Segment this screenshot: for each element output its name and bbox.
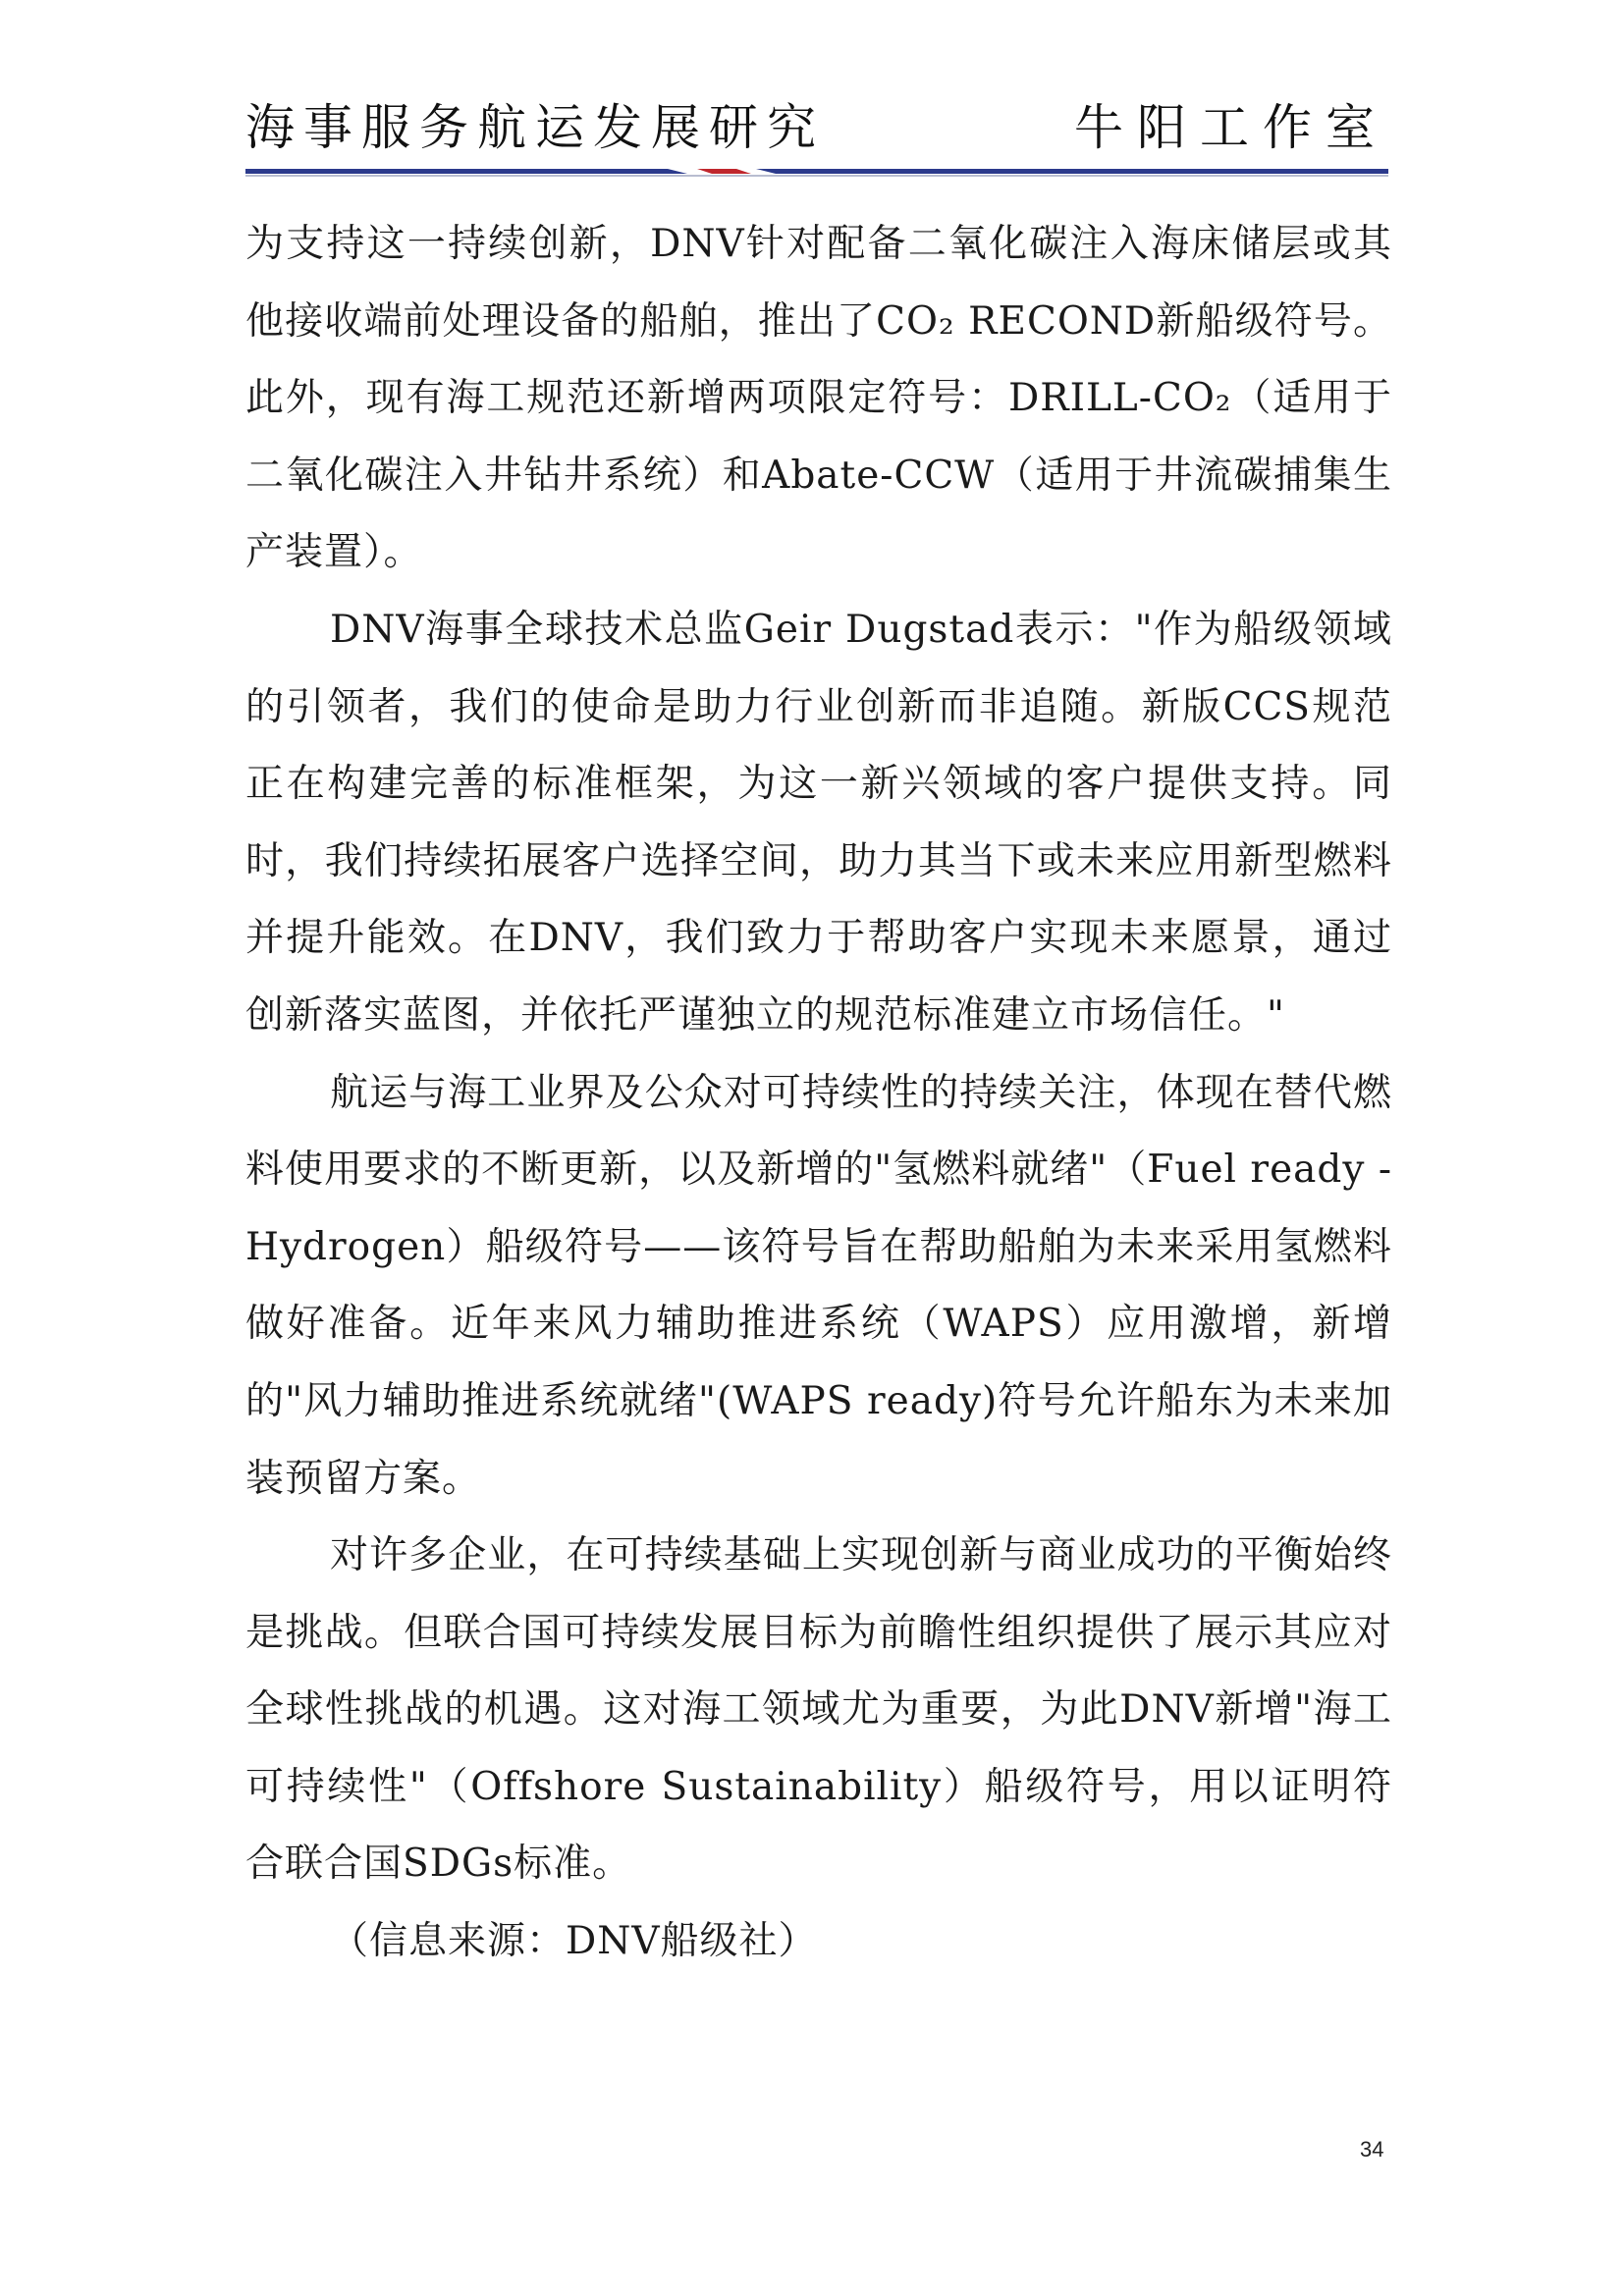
journal-title: 海事服务航运发展研究 — [245, 99, 825, 156]
header-divider — [245, 167, 1388, 179]
page-header — [245, 96, 1388, 159]
paragraph-1: 为支持这一持续创新，DNV针对配备二氧化碳注入海床储层或其他接收端前处理设备的船舶，推出了CO₂ RECOND新船级符号。此外，现有海工规范还新增两项限定符号：DRILL-CO₂（适用于二氧化碳注入井钻井系统）和Abate-CCW（适用于井流碳捕集生产装置）。 — [245, 222, 1392, 575]
article-body — [245, 206, 1392, 1981]
paragraph-4: 对许多企业，在可持续基础上实现创新与商业成功的平衡始终是挑战。但联合国可持续发展目标为前瞻性组织提供了展示其应对全球性挑战的机遇。这对海工领域尤为重要，为此DNV新增"海工可持续性"（Offshore Sustainability）船级符号，用以证明符合联合国SDGs标准。 — [245, 1533, 1392, 1887]
paragraph-2: DNV海事全球技术总监Geir Dugstad表示："作为船级领域的引领者，我们的使命是助力行业创新而非追随。新版CCS规范正在构建完善的标准框架，为这一新兴领域的客户提供支持。同时，我们持续拓展客户选择空间，助力其当下或未来应用新型燃料并提升能效。在DNV，我们致力于帮助客户实现未来愿景，通过创新落实蓝图，并依托严谨独立的规范标准建立市场信任。" — [245, 607, 1392, 1038]
source-note: （信息来源：DNV船级社） — [330, 1919, 818, 1964]
paragraph-3: 航运与海工业界及公众对可持续性的持续关注，体现在替代燃料使用要求的不断更新，以及新增的"氢燃料就绪"（Fuel ready - Hydrogen）船级符号——该符号旨在帮助船舶为未来采用氢燃料做好准备。近年来风力辅助推进系统（WAPS）应用激增，新增的"风力辅助推进系统就绪"(WAPS ready)符号允许船东为未来加装预留方案。 — [245, 1070, 1392, 1501]
divider-navy-line — [245, 169, 1388, 174]
studio-name: 牛阳工作室 — [1074, 99, 1388, 156]
page-number: 34 — [1360, 2137, 1384, 2162]
divider-gray-line — [245, 175, 1388, 177]
